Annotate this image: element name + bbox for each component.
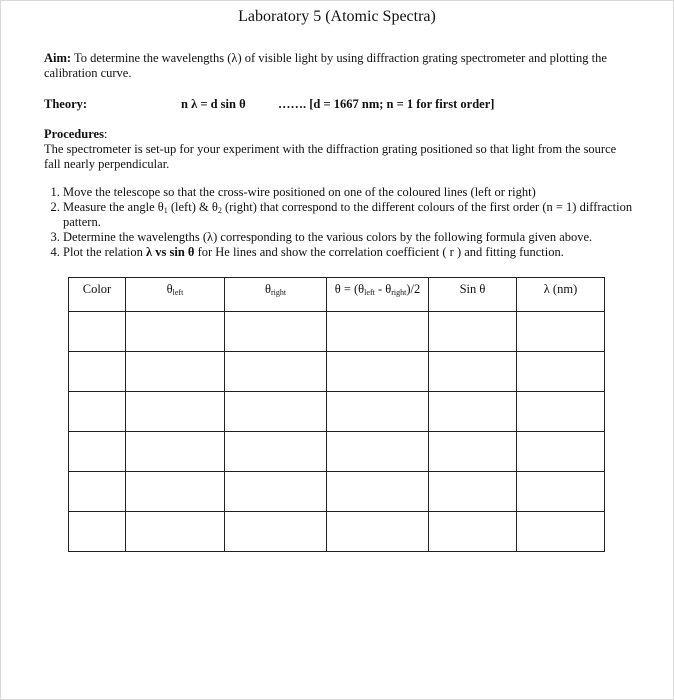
step-3: 3. Determine the wavelengths (λ) corresponding to the various colors by the following formula given above. [63,230,663,245]
theory-label: Theory: [44,97,88,111]
table-cell [429,432,517,472]
theory-equation: n λ = d sin θ [181,97,246,111]
table-cell [225,472,327,512]
table-cell [517,432,605,472]
table-cell [126,472,225,512]
table-cell [517,512,605,552]
table-cell [225,312,327,352]
table-cell [517,472,605,512]
theory-note: ……. [d = 1667 nm; n = 1 for first order] [278,97,495,111]
step-4-b: for He lines and show the correlation coefficient ( r ) and fitting function. [194,245,564,259]
procedures-text: The spectrometer is set-up for your experiment with the diffraction grating positioned so that light from the source fall nearly perpendicular. [44,142,617,171]
table-row [69,392,605,432]
table-cell [69,312,126,352]
theta-right-symbol: θ [264,282,271,296]
aim-text: To determine the wavelengths (λ) of visible light by using diffraction grating spectrometer and plotting the calibration curve. [44,51,607,80]
step-2-b: (left) & θ [167,200,218,214]
table-cell [69,392,126,432]
table-row [69,512,605,552]
procedure-steps [44,185,663,260]
header-color: Color [69,278,126,312]
table-cell [126,312,225,352]
procedures-colon: : [103,127,108,141]
table-cell [327,392,429,432]
table-cell [327,312,429,352]
table-cell [327,352,429,392]
step-2-a: Measure the angle θ [63,200,164,214]
table-cell [69,352,126,392]
procedures-heading-text: Procedures [44,127,104,141]
table-cell [225,432,327,472]
table-row [69,432,605,472]
step-4-bold: λ vs sin θ [145,245,195,259]
table-cell [429,472,517,512]
table-row [69,472,605,512]
table-cell [517,312,605,352]
theta-avg-b: - θ [374,282,392,296]
data-table [68,277,605,552]
table-cell [126,392,225,432]
step-1: 1. Move the telescope so that the cross-wire positioned on one of the coloured lines (left or right) [63,185,663,200]
table-cell [429,392,517,432]
table-cell [69,472,126,512]
header-lambda: λ (nm) [517,278,605,312]
table-cell [429,512,517,552]
header-sin-theta: Sin θ [429,278,517,312]
table-cell [517,392,605,432]
header-theta-average [327,278,429,312]
step-2-a-sub: 1 [163,206,168,215]
table-cell [225,392,327,432]
header-theta-left [126,278,225,312]
table-cell [225,352,327,392]
step-2-b-sub: 2 [217,206,222,215]
step-2-c: (right) that correspond to the different colours of the first order (n = 1) diffraction pattern. [63,200,633,229]
aim-label: Aim: [44,51,72,65]
theta-right-sub: right [270,288,287,297]
table-cell [69,432,126,472]
procedures-heading [44,127,624,142]
theta-avg-a: θ = (θ [334,282,365,296]
aim-paragraph [44,51,624,81]
step-2 [63,200,663,230]
theta-left-sub: left [172,288,184,297]
table-row [69,352,605,392]
table-cell [69,512,126,552]
table-row [69,312,605,352]
theta-avg-a-sub: left [364,288,375,297]
table-cell [327,512,429,552]
step-4-a: Plot the relation [63,245,146,259]
table-cell [225,512,327,552]
theta-left-symbol: θ [166,282,173,296]
table-cell [126,432,225,472]
table-cell [429,312,517,352]
header-theta-right [225,278,327,312]
table-cell [327,432,429,472]
table-cell [126,352,225,392]
table-cell [327,472,429,512]
theory-row [44,97,644,113]
page-title: Laboratory 5 (Atomic Spectra) [238,8,436,25]
step-4 [63,245,663,260]
table-cell [517,352,605,392]
table-cell [126,512,225,552]
table-header-row [69,278,605,312]
table-cell [429,352,517,392]
theta-avg-c: )/2 [406,282,421,296]
theta-avg-b-sub: right [391,288,407,297]
table-body [69,312,605,552]
